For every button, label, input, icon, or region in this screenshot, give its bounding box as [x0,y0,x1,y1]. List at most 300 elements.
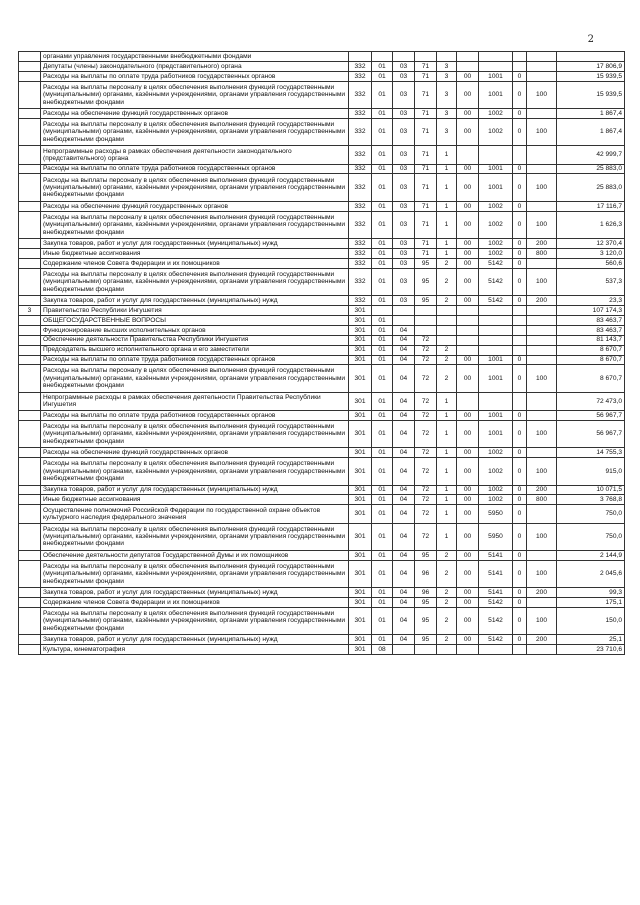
target-code-direction-cell: 00 [457,598,479,608]
amount-cell: 915,0 [557,458,625,485]
row-number-cell [19,550,41,560]
expense-type-code-cell [527,645,557,655]
target-code-subprogram-cell: 2 [437,598,457,608]
target-code-program-cell: 95 [415,296,437,306]
grbs-code-cell: 301 [349,410,372,420]
expense-name-cell: Расходы на выплаты по оплате труда работников государственных органов [41,71,349,81]
target-code-direction-cell [457,335,479,345]
subsection-code-cell: 03 [393,239,415,249]
target-code-program-cell [415,315,437,325]
expense-type-code-cell [527,52,557,62]
subsection-code-cell: 03 [393,211,415,238]
target-code-item-cell: 5950 [479,523,513,550]
row-number-cell [19,164,41,174]
expense-type-code-cell [527,448,557,458]
amount-cell: 3 768,8 [557,495,625,505]
amount-cell: 2 045,6 [557,560,625,587]
expense-name-cell: Осуществление полномочий Российской Федерации по государственной охране объектов культурного наследия федерального значения [41,505,349,523]
target-code-suffix-cell: 0 [513,174,527,201]
target-code-item-cell: 1001 [479,355,513,365]
target-code-subprogram-cell [437,52,457,62]
table-row [19,550,625,560]
expense-type-code-cell [527,315,557,325]
amount-cell: 42 999,7 [557,146,625,164]
expense-type-code-cell [527,61,557,71]
grbs-code-cell: 332 [349,174,372,201]
target-code-suffix-cell: 0 [513,296,527,306]
target-code-item-cell: 5950 [479,505,513,523]
expense-type-code-cell [527,550,557,560]
page-number: 2 [587,34,594,45]
target-code-direction-cell: 00 [457,485,479,495]
section-code-cell: 01 [372,211,393,238]
target-code-item-cell: 1002 [479,109,513,119]
expense-type-code-cell [527,325,557,335]
expense-name-cell: Расходы на обеспечение функций государственных органов [41,201,349,211]
target-code-program-cell: 71 [415,174,437,201]
row-number-cell [19,505,41,523]
target-code-suffix-cell: 0 [513,523,527,550]
section-code-cell [372,52,393,62]
grbs-code-cell: 301 [349,315,372,325]
section-code-cell: 01 [372,201,393,211]
grbs-code-cell: 301 [349,635,372,645]
target-code-direction-cell: 00 [457,174,479,201]
target-code-direction-cell: 00 [457,523,479,550]
target-code-subprogram-cell [437,306,457,316]
expense-type-code-cell [527,505,557,523]
expense-name-cell: Обеспечение деятельности депутатов Государственной Думы и их помощников [41,550,349,560]
table-row [19,306,625,316]
amount-cell: 56 967,7 [557,410,625,420]
subsection-code-cell: 03 [393,248,415,258]
grbs-code-cell [349,52,372,62]
target-code-suffix-cell: 0 [513,118,527,145]
expense-name-cell: Непрограммные расходы в рамках обеспечения деятельности законодательного (представительного) органа [41,146,349,164]
table-row [19,61,625,71]
row-number-cell [19,211,41,238]
table-row [19,248,625,258]
target-code-subprogram-cell: 2 [437,635,457,645]
target-code-direction-cell: 00 [457,560,479,587]
expense-name-cell: Расходы на выплаты персоналу в целях обеспечения выполнения функций государственными (муниципальными) органами, казёнными учреждениями, органами управления государственными внебюджетными фондами [41,420,349,447]
section-code-cell [372,306,393,316]
target-code-program-cell [415,52,437,62]
subsection-code-cell [393,306,415,316]
target-code-suffix-cell: 0 [513,588,527,598]
expense-name-cell: Иные бюджетные ассигнования [41,248,349,258]
target-code-direction-cell: 00 [457,505,479,523]
target-code-direction-cell: 00 [457,109,479,119]
subsection-code-cell: 04 [393,598,415,608]
target-code-program-cell: 72 [415,365,437,392]
row-number-cell [19,315,41,325]
table-row [19,268,625,295]
target-code-direction-cell: 00 [457,201,479,211]
subsection-code-cell: 03 [393,201,415,211]
target-code-program-cell: 72 [415,410,437,420]
expense-type-code-cell [527,392,557,410]
expense-type-code-cell: 100 [527,523,557,550]
target-code-item-cell [479,146,513,164]
grbs-code-cell: 301 [349,458,372,485]
target-code-suffix-cell: 0 [513,365,527,392]
target-code-suffix-cell [513,146,527,164]
grbs-code-cell: 332 [349,248,372,258]
target-code-item-cell: 5142 [479,598,513,608]
amount-cell: 99,3 [557,588,625,598]
target-code-subprogram-cell: 2 [437,550,457,560]
amount-cell: 750,0 [557,505,625,523]
target-code-direction-cell: 00 [457,211,479,238]
expense-name-cell: Расходы на выплаты персоналу в целях обеспечения выполнения функций государственными (муниципальными) органами, казёнными учреждениями, органами управления государственными внебюджетными фондами [41,607,349,634]
target-code-suffix-cell: 0 [513,448,527,458]
subsection-code-cell [393,52,415,62]
target-code-subprogram-cell: 2 [437,258,457,268]
subsection-code-cell: 04 [393,458,415,485]
expense-name-cell: Содержание членов Совета Федерации и их помощников [41,598,349,608]
subsection-code-cell: 04 [393,410,415,420]
target-code-direction-cell: 00 [457,607,479,634]
section-code-cell: 01 [372,588,393,598]
target-code-item-cell: 5142 [479,607,513,634]
row-number-cell [19,174,41,201]
expense-type-code-cell: 100 [527,81,557,108]
target-code-direction-cell: 00 [457,458,479,485]
target-code-item-cell: 5142 [479,635,513,645]
grbs-code-cell: 332 [349,268,372,295]
section-code-cell: 01 [372,448,393,458]
target-code-direction-cell: 00 [457,239,479,249]
target-code-suffix-cell [513,335,527,345]
table-row [19,485,625,495]
grbs-code-cell: 332 [349,118,372,145]
expense-name-cell: Председатель высшего исполнительного органа и его заместители [41,345,349,355]
target-code-program-cell: 96 [415,588,437,598]
target-code-direction-cell [457,52,479,62]
target-code-direction-cell: 00 [457,118,479,145]
target-code-subprogram-cell: 3 [437,61,457,71]
section-code-cell: 01 [372,355,393,365]
table-row [19,505,625,523]
target-code-program-cell: 71 [415,239,437,249]
grbs-code-cell: 332 [349,201,372,211]
expense-name-cell: Закупка товаров, работ и услуг для государственных (муниципальных) нужд [41,588,349,598]
target-code-subprogram-cell: 2 [437,588,457,598]
section-code-cell: 01 [372,458,393,485]
target-code-item-cell: 1002 [479,248,513,258]
table-row [19,146,625,164]
row-number-cell [19,607,41,634]
budget-table-body [19,52,625,655]
row-number-cell [19,645,41,655]
target-code-subprogram-cell: 1 [437,523,457,550]
grbs-code-cell: 301 [349,355,372,365]
table-row [19,392,625,410]
amount-cell [557,52,625,62]
target-code-suffix-cell: 0 [513,355,527,365]
expense-name-cell: Обеспечение деятельности Правительства Республики Ингушетия [41,335,349,345]
expense-type-code-cell [527,201,557,211]
target-code-subprogram-cell [437,335,457,345]
expense-type-code-cell [527,355,557,365]
grbs-code-cell: 332 [349,296,372,306]
table-row [19,365,625,392]
row-number-cell [19,325,41,335]
table-row [19,560,625,587]
subsection-code-cell: 04 [393,420,415,447]
target-code-item-cell [479,345,513,355]
expense-type-code-cell: 100 [527,268,557,295]
target-code-subprogram-cell: 1 [437,505,457,523]
target-code-item-cell [479,645,513,655]
target-code-item-cell: 1002 [479,201,513,211]
target-code-suffix-cell: 0 [513,239,527,249]
amount-cell: 25,1 [557,635,625,645]
target-code-item-cell: 5141 [479,560,513,587]
subsection-code-cell: 03 [393,268,415,295]
target-code-suffix-cell [513,392,527,410]
target-code-program-cell: 71 [415,109,437,119]
expense-name-cell: Расходы на обеспечение функций государственных органов [41,448,349,458]
grbs-code-cell: 332 [349,211,372,238]
amount-cell: 12 370,4 [557,239,625,249]
expense-type-code-cell [527,258,557,268]
target-code-subprogram-cell: 1 [437,239,457,249]
expense-type-code-cell: 100 [527,211,557,238]
target-code-direction-cell [457,645,479,655]
amount-cell: 17 806,9 [557,61,625,71]
expense-type-code-cell: 200 [527,296,557,306]
table-row [19,239,625,249]
target-code-subprogram-cell: 3 [437,118,457,145]
target-code-direction-cell: 00 [457,448,479,458]
grbs-code-cell: 332 [349,71,372,81]
target-code-direction-cell: 00 [457,410,479,420]
subsection-code-cell: 04 [393,485,415,495]
target-code-subprogram-cell: 1 [437,392,457,410]
table-row [19,174,625,201]
target-code-subprogram-cell: 2 [437,355,457,365]
grbs-code-cell: 301 [349,335,372,345]
grbs-code-cell: 332 [349,146,372,164]
grbs-code-cell: 301 [349,607,372,634]
table-row [19,211,625,238]
target-code-suffix-cell [513,306,527,316]
expense-name-cell: Расходы на обеспечение функций государственных органов [41,109,349,119]
section-code-cell: 01 [372,495,393,505]
target-code-item-cell: 1002 [479,211,513,238]
grbs-code-cell: 301 [349,588,372,598]
target-code-subprogram-cell: 1 [437,420,457,447]
target-code-program-cell: 96 [415,560,437,587]
grbs-code-cell: 332 [349,239,372,249]
table-row [19,588,625,598]
target-code-direction-cell [457,306,479,316]
subsection-code-cell: 03 [393,61,415,71]
budget-table [18,51,625,655]
target-code-direction-cell: 00 [457,365,479,392]
table-row [19,335,625,345]
section-code-cell: 01 [372,598,393,608]
target-code-suffix-cell: 0 [513,109,527,119]
expense-name-cell: Закупка товаров, работ и услуг для государственных (муниципальных) нужд [41,239,349,249]
amount-cell: 1 867,4 [557,109,625,119]
target-code-item-cell: 1001 [479,174,513,201]
target-code-suffix-cell: 0 [513,201,527,211]
grbs-code-cell: 332 [349,164,372,174]
section-code-cell: 01 [372,146,393,164]
row-number-cell [19,201,41,211]
expense-name-cell: Расходы на выплаты по оплате труда работников государственных органов [41,410,349,420]
target-code-item-cell [479,335,513,345]
table-row [19,458,625,485]
table-row [19,71,625,81]
target-code-program-cell: 95 [415,598,437,608]
expense-name-cell: Расходы на выплаты персоналу в целях обеспечения выполнения функций государственными (муниципальными) органами, казёнными учреждениями, органами управления государственными внебюджетными фондами [41,118,349,145]
target-code-direction-cell: 00 [457,495,479,505]
expense-name-cell: Расходы на выплаты по оплате труда работников государственных органов [41,164,349,174]
target-code-subprogram-cell: 1 [437,174,457,201]
expense-type-code-cell [527,164,557,174]
target-code-item-cell: 1001 [479,164,513,174]
section-code-cell: 01 [372,71,393,81]
target-code-program-cell: 71 [415,146,437,164]
subsection-code-cell: 04 [393,607,415,634]
row-number-cell [19,410,41,420]
row-number-cell [19,365,41,392]
grbs-code-cell: 301 [349,505,372,523]
target-code-item-cell: 1002 [479,448,513,458]
row-number-cell [19,239,41,249]
target-code-suffix-cell: 0 [513,420,527,447]
target-code-item-cell: 1002 [479,118,513,145]
target-code-subprogram-cell: 1 [437,164,457,174]
target-code-program-cell: 71 [415,81,437,108]
grbs-code-cell: 301 [349,560,372,587]
grbs-code-cell: 301 [349,523,372,550]
table-row [19,325,625,335]
target-code-direction-cell [457,61,479,71]
target-code-item-cell: 1001 [479,71,513,81]
target-code-program-cell: 71 [415,61,437,71]
target-code-subprogram-cell: 1 [437,248,457,258]
expense-name-cell: Расходы на выплаты персоналу в целях обеспечения выполнения функций государственными (муниципальными) органами, казёнными учреждениями, органами управления государственными внебюджетными фондами [41,81,349,108]
target-code-subprogram-cell [437,325,457,335]
table-row [19,635,625,645]
target-code-program-cell: 72 [415,505,437,523]
row-number-cell [19,485,41,495]
table-row [19,315,625,325]
subsection-code-cell: 04 [393,550,415,560]
subsection-code-cell: 03 [393,146,415,164]
expense-type-code-cell: 100 [527,365,557,392]
subsection-code-cell: 03 [393,258,415,268]
section-code-cell: 01 [372,345,393,355]
grbs-code-cell: 332 [349,81,372,108]
target-code-direction-cell [457,345,479,355]
target-code-program-cell: 72 [415,448,437,458]
expense-name-cell: Расходы на выплаты персоналу в целях обеспечения выполнения функций государственными (муниципальными) органами, казёнными учреждениями, органами управления государственными внебюджетными фондами [41,268,349,295]
subsection-code-cell: 03 [393,164,415,174]
amount-cell: 107 174,3 [557,306,625,316]
target-code-suffix-cell: 0 [513,598,527,608]
table-row [19,598,625,608]
expense-type-code-cell: 100 [527,420,557,447]
expense-name-cell: Иные бюджетные ассигнования [41,495,349,505]
target-code-program-cell: 71 [415,211,437,238]
table-row [19,495,625,505]
section-code-cell: 01 [372,505,393,523]
target-code-direction-cell: 00 [457,296,479,306]
target-code-program-cell: 71 [415,164,437,174]
table-row [19,109,625,119]
subsection-code-cell: 03 [393,71,415,81]
amount-cell: 15 939,5 [557,71,625,81]
grbs-code-cell: 301 [349,495,372,505]
target-code-direction-cell: 00 [457,355,479,365]
subsection-code-cell: 04 [393,325,415,335]
expense-type-code-cell: 800 [527,248,557,258]
expense-name-cell: Расходы на выплаты персоналу в целях обеспечения выполнения функций государственными (муниципальными) органами, казёнными учреждениями, органами управления государственными внебюджетными фондами [41,523,349,550]
target-code-direction-cell: 00 [457,550,479,560]
target-code-direction-cell [457,146,479,164]
target-code-program-cell: 72 [415,523,437,550]
subsection-code-cell: 03 [393,174,415,201]
section-code-cell: 01 [372,239,393,249]
expense-name-cell: Закупка товаров, работ и услуг для государственных (муниципальных) нужд [41,485,349,495]
expense-type-code-cell [527,345,557,355]
target-code-program-cell: 72 [415,335,437,345]
target-code-item-cell: 5142 [479,268,513,295]
subsection-code-cell: 04 [393,392,415,410]
amount-cell: 3 120,0 [557,248,625,258]
target-code-program-cell: 71 [415,201,437,211]
expense-type-code-cell [527,109,557,119]
subsection-code-cell: 04 [393,335,415,345]
target-code-program-cell [415,645,437,655]
target-code-suffix-cell: 0 [513,635,527,645]
table-row [19,52,625,62]
expense-type-code-cell [527,410,557,420]
table-row [19,201,625,211]
grbs-code-cell: 301 [349,306,372,316]
target-code-suffix-cell: 0 [513,211,527,238]
row-number-cell [19,588,41,598]
target-code-program-cell: 72 [415,458,437,485]
target-code-subprogram-cell: 3 [437,71,457,81]
section-code-cell: 01 [372,365,393,392]
expense-name-cell: Расходы на выплаты персоналу в целях обеспечения выполнения функций государственными (муниципальными) органами, казёнными учреждениями, органами управления государственными внебюджетными фондами [41,174,349,201]
expense-name-cell: Расходы на выплаты персоналу в целях обеспечения выполнения функций государственными (муниципальными) органами, казёнными учреждениями, органами управления государственными внебюджетными фондами [41,365,349,392]
subsection-code-cell: 04 [393,588,415,598]
section-code-cell: 01 [372,164,393,174]
expense-type-code-cell: 100 [527,458,557,485]
target-code-suffix-cell: 0 [513,607,527,634]
target-code-item-cell: 5142 [479,296,513,306]
expense-name-cell: органами управления государственными внебюджетными фондами [41,52,349,62]
grbs-code-cell: 301 [349,325,372,335]
target-code-item-cell: 5141 [479,588,513,598]
target-code-subprogram-cell: 2 [437,296,457,306]
section-code-cell: 01 [372,248,393,258]
target-code-program-cell: 72 [415,345,437,355]
row-number-cell [19,109,41,119]
table-row [19,118,625,145]
amount-cell: 150,0 [557,607,625,634]
expense-name-cell: Непрограммные расходы в рамках обеспечения деятельности Правительства Республики Ингушетия [41,392,349,410]
target-code-item-cell: 1002 [479,495,513,505]
